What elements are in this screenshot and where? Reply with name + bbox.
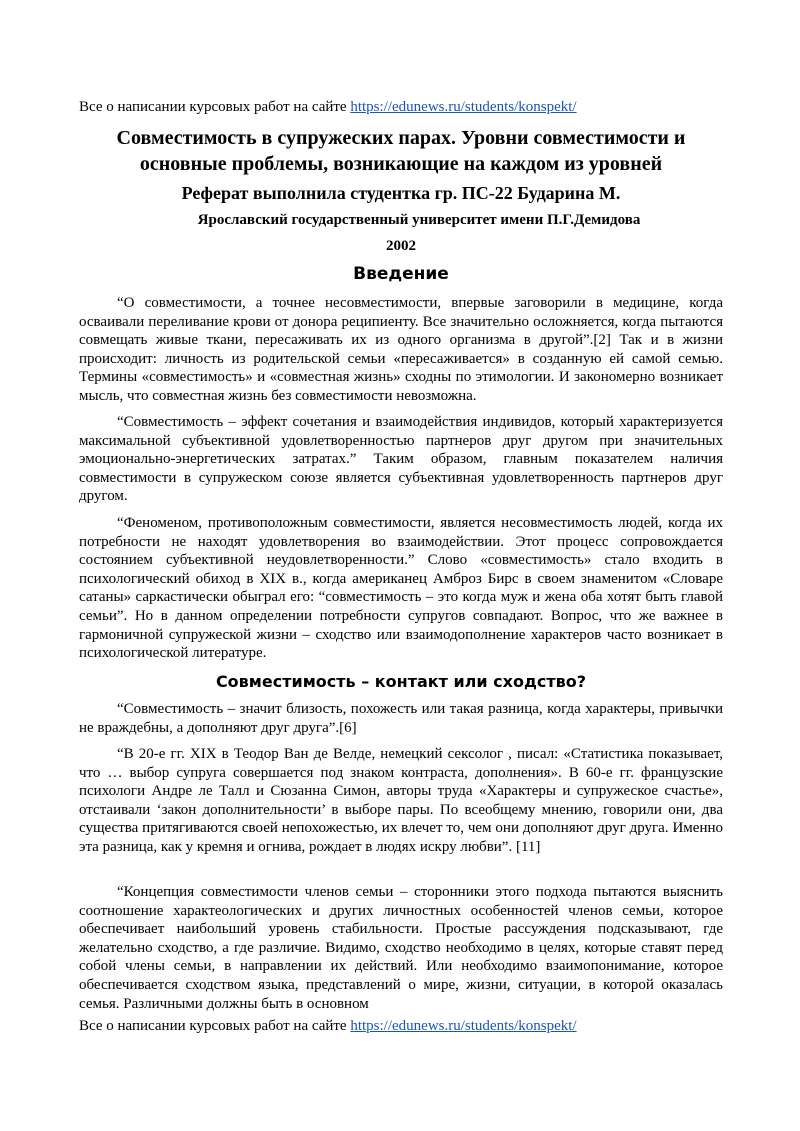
footer-link[interactable]: https://edunews.ru/students/konspekt/ <box>350 1018 577 1034</box>
paragraph: “В 20-е гг. XIX в Теодор Ван де Велде, немецкий сексолог , писал: «Статистика показывает, что … выбор супруга совершается под знаком контраста, дополнения». В 60-е гг. французские психологи Андре ле Талл и Сюзанна Симон, авторы труда «Характеры и супружеское счастье», отстаивали ‘закон дополнительности’ в выборе пары. По всеобщему мнению, говорили они, два существа притягиваются своей непохожестью, их влечет то, чем они дополняют друг друга. Именно эта разница, как у кремня и огнива, рождает в людях искру любви”. [11] <box>79 746 723 855</box>
year-line: 2002 <box>386 238 416 254</box>
paragraph: “Концепция совместимости членов семьи – сторонники этого подхода пытаются выяснить соотношение характеологических и других личностных особенностей членов семьи, которое обеспечивает наибольший уровень стабильности. Простые рассуждения подсказывают, где желательно сходство, а где различие. Видимо, сходство необходимо в целях, которые ставят перед собой члены семьи, в направлении их действий. Или необходимо взаимопонимание, которое обеспечивается сходством языка, представлений о мире, жизни, ситуации, в которой оказалась семья. Различными должны быть в основном <box>79 884 723 1012</box>
paragraph: “О совместимости, а точнее несовместимости, впервые заговорили в медицине, когда осваивали переливание крови от донора реципиенту. Все значительно осложняется, когда пытаются совмещать живые ткани, пересаживать их из одного организма в другой”.[2] Так и в жизни происходит: личность из родительской семьи «пересаживается» в созданную ей самой семью. Термины «совместимость» и «совместная жизнь» сходны по этимологии. И закономерно возникает мысль, что совместная жизнь без совместимости невозможна. <box>79 295 723 404</box>
paragraph: “Совместимость – значит близость, похожесть или такая разница, когда характеры, привычки не враждебны, а дополняют друг друга”.[6] <box>79 701 723 736</box>
header-text: Все о написании курсовых работ на сайте <box>79 99 351 115</box>
document-title: Совместимость в супружеских парах. Уровни совместимости и основные проблемы, возникающие на каждом из уровней <box>116 127 686 175</box>
author-line: Реферат выполнила студентка гр. ПС-22 Бударина М. <box>181 183 621 203</box>
heading-introduction: Введение <box>353 264 449 284</box>
page-header <box>79 98 739 116</box>
paragraph: “Феноменом, противоположным совместимости, является несовместимость людей, когда их потребности не находят удовлетворения во взаимодействии. Этот процесс сопровождается состоянием субъективной неудовлетворенности.” Слово «совместимость» стало входить в психологический обиход в XIX в., когда американец Амброз Бирс в своем знаменитом «Словаре сатаны» саркастически обыграл его: “совместимость – это когда муж и жена оба хотят быть главой семьи”. Но в данном определении потребности супругов совпадают. Вопрос, что же важнее в гармоничной супружеской жизни – сходство или взаимодополнение характеров часто возникает в психологической литературе. <box>79 515 723 662</box>
university-line: Ярославский государственный университет имени П.Г.Демидова <box>197 212 641 228</box>
paragraph: “Совместимость – эффект сочетания и взаимодействия индивидов, который характеризуется максимальной субъективной удовлетворенностью партнеров друг другом при значительных эмоционально-энергетических затратах.” Таким образом, главным показателем наличия совместимости в супружеском союзе является субъективная удовлетворенность партнеров друг другом. <box>79 414 723 505</box>
page-footer <box>79 1017 739 1035</box>
footer-text: Все о написании курсовых работ на сайте <box>79 1018 351 1034</box>
heading-contact-or-similarity: Совместимость – контакт или сходство? <box>215 672 587 691</box>
header-link[interactable]: https://edunews.ru/students/konspekt/ <box>350 99 577 115</box>
